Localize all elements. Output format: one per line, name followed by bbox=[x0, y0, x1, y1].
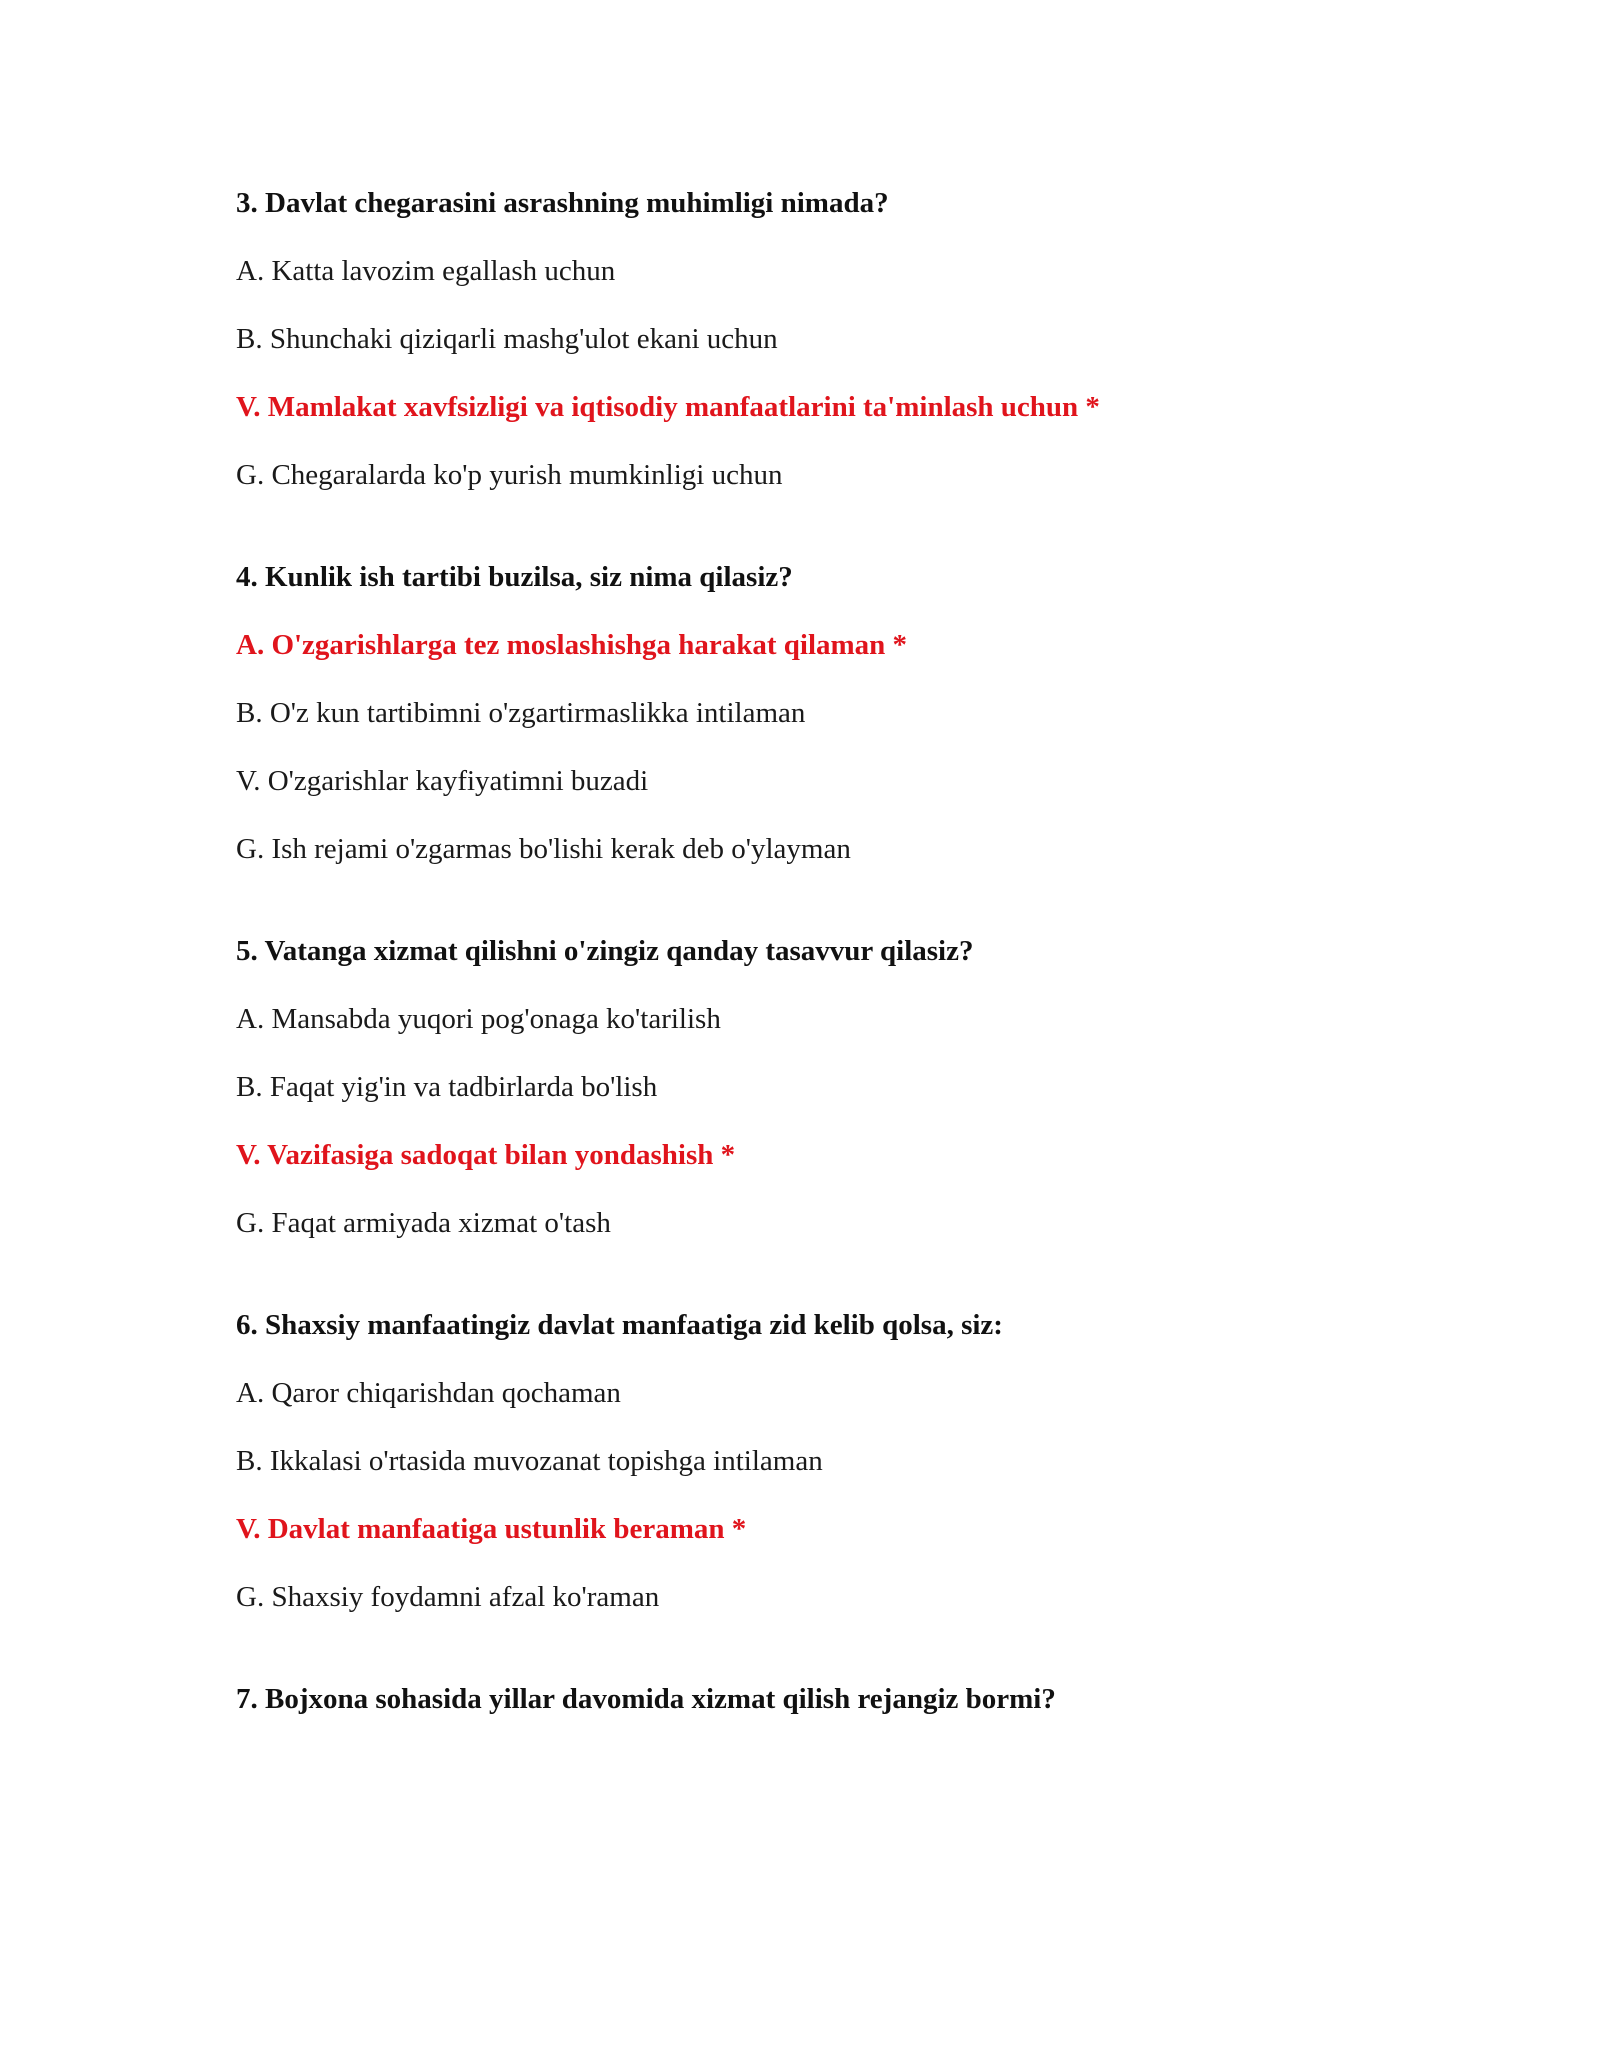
answer-option: G. Shaxsiy foydamni afzal ko'raman bbox=[236, 1581, 660, 1613]
answer-option: A. Qaror chiqarishdan qochaman bbox=[236, 1377, 621, 1409]
answer-option: V. O'zgarishlar kayfiyatimni buzadi bbox=[236, 765, 649, 797]
question-title: 7. Bojxona sohasida yillar davomida xizmat qilish rejangiz bormi? bbox=[236, 1683, 1056, 1715]
question-title: 6. Shaxsiy manfaatingiz davlat manfaatiga zid kelib qolsa, siz: bbox=[236, 1309, 1003, 1341]
answer-option: B. Ikkalasi o'rtasida muvozanat topishga intilaman bbox=[236, 1445, 823, 1477]
question-block bbox=[236, 186, 1436, 492]
question-title: 4. Kunlik ish tartibi buzilsa, siz nima qilasiz? bbox=[236, 561, 793, 593]
answer-option: G. Faqat armiyada xizmat o'tash bbox=[236, 1207, 611, 1239]
answer-option: B. Faqat yig'in va tadbirlarda bo'lish bbox=[236, 1071, 658, 1103]
correct-answer-option: V. Mamlakat xavfsizligi va iqtisodiy manfaatlarini ta'minlash uchun * bbox=[236, 391, 1100, 423]
answer-option: A. Katta lavozim egallash uchun bbox=[236, 255, 616, 287]
correct-answer-option: V. Davlat manfaatiga ustunlik beraman * bbox=[236, 1513, 747, 1545]
question-block bbox=[236, 1682, 1436, 1716]
question-block bbox=[236, 1308, 1436, 1614]
answer-option: G. Chegaralarda ko'p yurish mumkinligi uchun bbox=[236, 459, 783, 491]
question-title: 5. Vatanga xizmat qilishni o'zingiz qanday tasavvur qilasiz? bbox=[236, 935, 974, 967]
answer-option: A. Mansabda yuqori pog'onaga ko'tarilish bbox=[236, 1003, 721, 1035]
correct-answer-option: A. O'zgarishlarga tez moslashishga harakat qilaman * bbox=[236, 629, 908, 661]
questionnaire bbox=[236, 186, 1436, 1784]
question-title: 3. Davlat chegarasini asrashning muhimligi nimada? bbox=[236, 187, 889, 219]
question-block bbox=[236, 560, 1436, 866]
question-block bbox=[236, 934, 1436, 1240]
answer-option: G. Ish rejami o'zgarmas bo'lishi kerak deb o'ylayman bbox=[236, 833, 851, 865]
correct-answer-option: V. Vazifasiga sadoqat bilan yondashish * bbox=[236, 1139, 736, 1171]
answer-option: B. Shunchaki qiziqarli mashg'ulot ekani uchun bbox=[236, 323, 778, 355]
answer-option: B. O'z kun tartibimni o'zgartirmaslikka intilaman bbox=[236, 697, 806, 729]
